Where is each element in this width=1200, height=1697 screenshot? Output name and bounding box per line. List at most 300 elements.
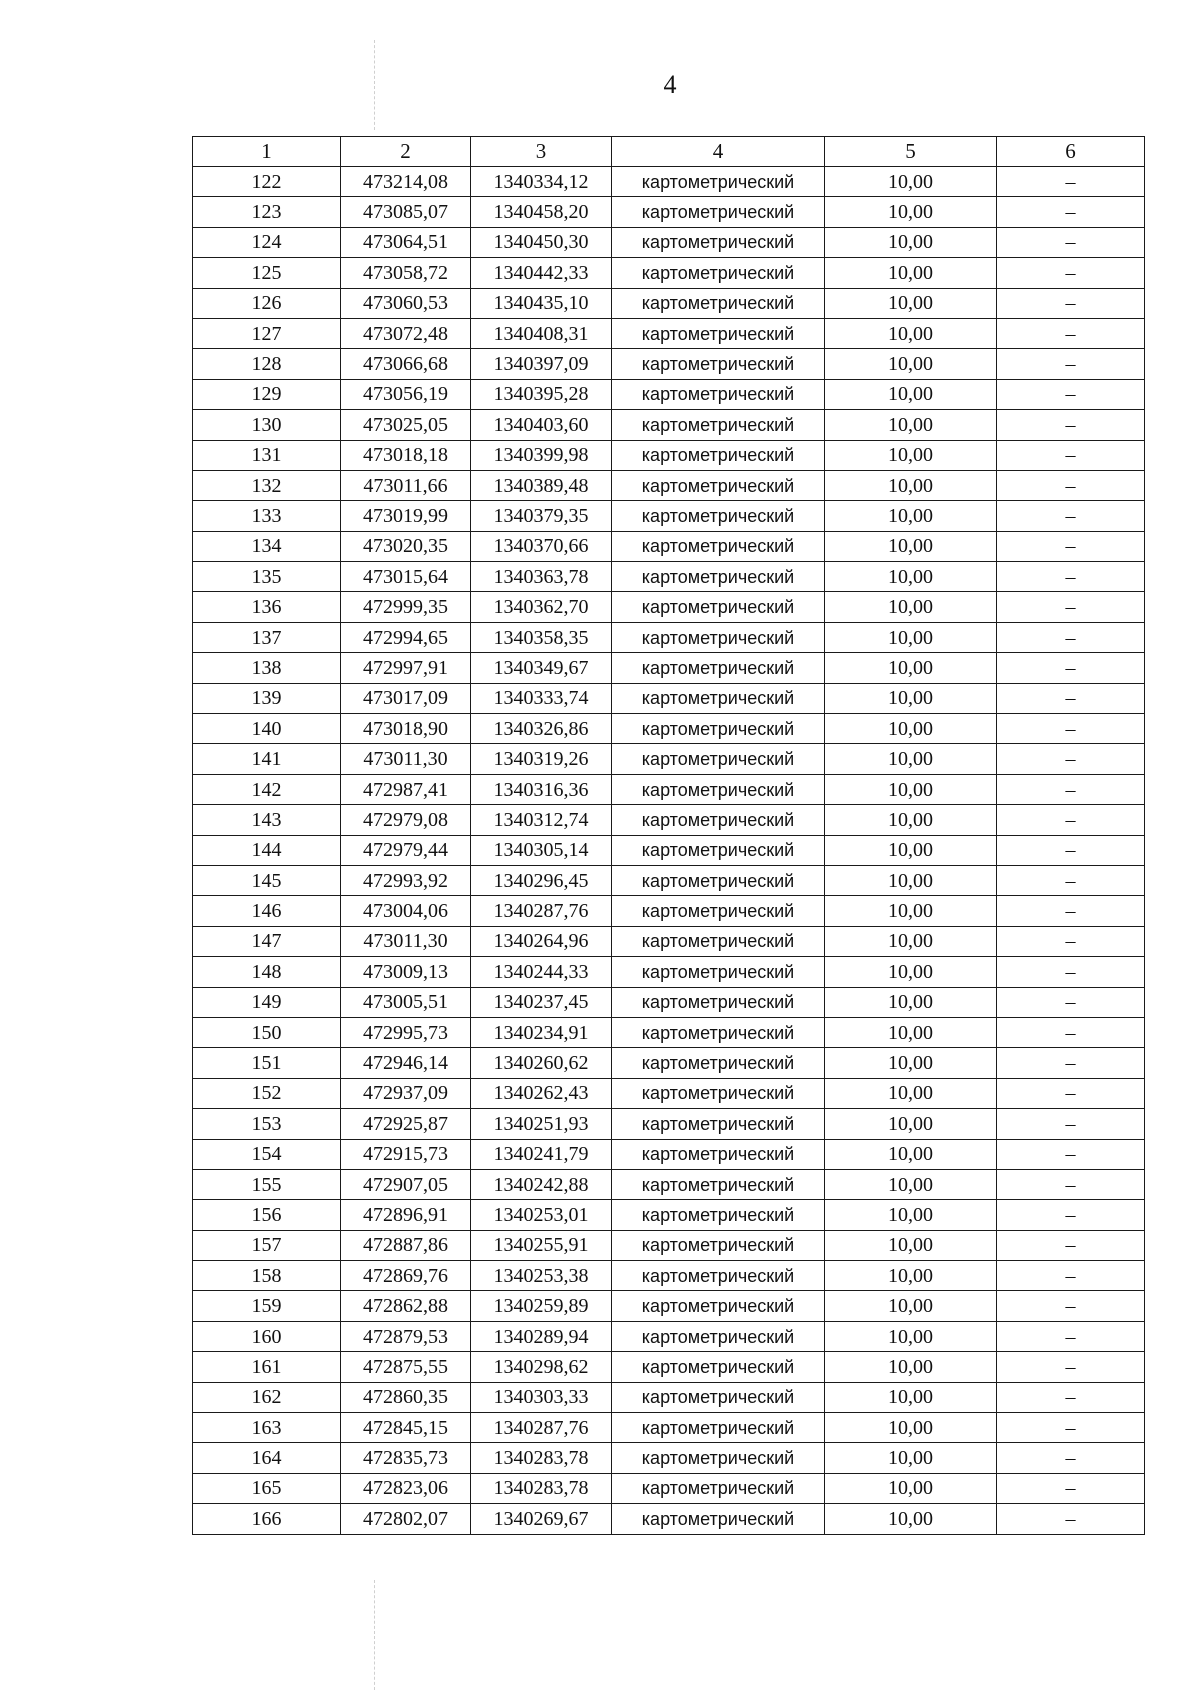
table-row [193, 288, 1145, 318]
table-row [193, 896, 1145, 926]
note-cell: – [997, 1413, 1145, 1443]
table-row [193, 1473, 1145, 1503]
method-cell: картометрический [612, 1473, 825, 1503]
y-coordinate-cell: 1340319,26 [471, 744, 612, 774]
x-coordinate-cell: 473020,35 [341, 531, 471, 561]
point-number-cell: 154 [193, 1139, 341, 1169]
point-number-cell: 125 [193, 258, 341, 288]
x-coordinate-cell: 473072,48 [341, 318, 471, 348]
point-number-cell: 146 [193, 896, 341, 926]
table-row [193, 1017, 1145, 1047]
note-cell: – [997, 197, 1145, 227]
table-row [193, 1352, 1145, 1382]
point-number-cell: 158 [193, 1261, 341, 1291]
accuracy-cell: 10,00 [825, 1048, 997, 1078]
method-cell: картометрический [612, 714, 825, 744]
accuracy-cell: 10,00 [825, 1443, 997, 1473]
note-cell: – [997, 1261, 1145, 1291]
point-number-cell: 140 [193, 714, 341, 744]
table-row [193, 1504, 1145, 1534]
note-cell: – [997, 683, 1145, 713]
table-row [193, 805, 1145, 835]
y-coordinate-cell: 1340241,79 [471, 1139, 612, 1169]
y-coordinate-cell: 1340244,33 [471, 957, 612, 987]
x-coordinate-cell: 472879,53 [341, 1321, 471, 1351]
point-number-cell: 161 [193, 1352, 341, 1382]
page-number: 4 [663, 70, 677, 99]
y-coordinate-cell: 1340303,33 [471, 1382, 612, 1412]
method-cell: картометрический [612, 470, 825, 500]
table-row [193, 1291, 1145, 1321]
column-header-4: 4 [612, 137, 825, 167]
coordinates-table [192, 136, 1145, 1535]
method-cell: картометрический [612, 805, 825, 835]
note-cell: – [997, 288, 1145, 318]
table-row [193, 501, 1145, 531]
table-row [193, 592, 1145, 622]
y-coordinate-cell: 1340358,35 [471, 622, 612, 652]
method-cell: картометрический [612, 1352, 825, 1382]
note-cell: – [997, 1230, 1145, 1260]
method-cell: картометрический [612, 622, 825, 652]
point-number-cell: 136 [193, 592, 341, 622]
method-cell: картометрический [612, 1048, 825, 1078]
note-cell: – [997, 410, 1145, 440]
table-row [193, 683, 1145, 713]
method-cell: картометрический [612, 349, 825, 379]
y-coordinate-cell: 1340253,38 [471, 1261, 612, 1291]
note-cell: – [997, 774, 1145, 804]
note-cell: – [997, 1382, 1145, 1412]
point-number-cell: 139 [193, 683, 341, 713]
point-number-cell: 151 [193, 1048, 341, 1078]
y-coordinate-cell: 1340260,62 [471, 1048, 612, 1078]
accuracy-cell: 10,00 [825, 562, 997, 592]
accuracy-cell: 10,00 [825, 1413, 997, 1443]
point-number-cell: 143 [193, 805, 341, 835]
y-coordinate-cell: 1340349,67 [471, 653, 612, 683]
point-number-cell: 144 [193, 835, 341, 865]
table-row [193, 531, 1145, 561]
table-row [193, 1078, 1145, 1108]
y-coordinate-cell: 1340316,36 [471, 774, 612, 804]
point-number-cell: 157 [193, 1230, 341, 1260]
point-number-cell: 135 [193, 562, 341, 592]
column-header-2: 2 [341, 137, 471, 167]
x-coordinate-cell: 472915,73 [341, 1139, 471, 1169]
x-coordinate-cell: 472835,73 [341, 1443, 471, 1473]
column-header-6: 6 [997, 137, 1145, 167]
accuracy-cell: 10,00 [825, 288, 997, 318]
x-coordinate-cell: 473004,06 [341, 896, 471, 926]
header-row [193, 137, 1145, 167]
y-coordinate-cell: 1340298,62 [471, 1352, 612, 1382]
accuracy-cell: 10,00 [825, 1109, 997, 1139]
point-number-cell: 130 [193, 410, 341, 440]
table-row [193, 1230, 1145, 1260]
table-row [193, 167, 1145, 197]
accuracy-cell: 10,00 [825, 1261, 997, 1291]
method-cell: картометрический [612, 531, 825, 561]
point-number-cell: 148 [193, 957, 341, 987]
x-coordinate-cell: 472987,41 [341, 774, 471, 804]
x-coordinate-cell: 473085,07 [341, 197, 471, 227]
table-row [193, 1200, 1145, 1230]
x-coordinate-cell: 473064,51 [341, 227, 471, 257]
note-cell: – [997, 835, 1145, 865]
table-row [193, 1139, 1145, 1169]
method-cell: картометрический [612, 744, 825, 774]
method-cell: картометрический [612, 774, 825, 804]
note-cell: – [997, 1109, 1145, 1139]
accuracy-cell: 10,00 [825, 349, 997, 379]
table-row [193, 744, 1145, 774]
y-coordinate-cell: 1340296,45 [471, 865, 612, 895]
accuracy-cell: 10,00 [825, 1382, 997, 1412]
accuracy-cell: 10,00 [825, 227, 997, 257]
y-coordinate-cell: 1340399,98 [471, 440, 612, 470]
note-cell: – [997, 470, 1145, 500]
y-coordinate-cell: 1340283,78 [471, 1473, 612, 1503]
x-coordinate-cell: 472875,55 [341, 1352, 471, 1382]
note-cell: – [997, 1078, 1145, 1108]
x-coordinate-cell: 473009,13 [341, 957, 471, 987]
method-cell: картометрический [612, 1078, 825, 1108]
table-row [193, 197, 1145, 227]
note-cell: – [997, 379, 1145, 409]
accuracy-cell: 10,00 [825, 531, 997, 561]
point-number-cell: 127 [193, 318, 341, 348]
y-coordinate-cell: 1340237,45 [471, 987, 612, 1017]
table-row [193, 258, 1145, 288]
accuracy-cell: 10,00 [825, 1321, 997, 1351]
x-coordinate-cell: 472993,92 [341, 865, 471, 895]
accuracy-cell: 10,00 [825, 167, 997, 197]
point-number-cell: 138 [193, 653, 341, 683]
method-cell: картометрический [612, 592, 825, 622]
scan-artifact-bottom [374, 1580, 375, 1690]
point-number-cell: 147 [193, 926, 341, 956]
method-cell: картометрический [612, 865, 825, 895]
accuracy-cell: 10,00 [825, 957, 997, 987]
point-number-cell: 163 [193, 1413, 341, 1443]
method-cell: картометрический [612, 957, 825, 987]
note-cell: – [997, 227, 1145, 257]
method-cell: картометрический [612, 1139, 825, 1169]
x-coordinate-cell: 472946,14 [341, 1048, 471, 1078]
point-number-cell: 150 [193, 1017, 341, 1047]
accuracy-cell: 10,00 [825, 805, 997, 835]
x-coordinate-cell: 472979,44 [341, 835, 471, 865]
y-coordinate-cell: 1340289,94 [471, 1321, 612, 1351]
accuracy-cell: 10,00 [825, 440, 997, 470]
y-coordinate-cell: 1340287,76 [471, 896, 612, 926]
point-number-cell: 129 [193, 379, 341, 409]
accuracy-cell: 10,00 [825, 1473, 997, 1503]
x-coordinate-cell: 472896,91 [341, 1200, 471, 1230]
note-cell: – [997, 714, 1145, 744]
x-coordinate-cell: 473011,66 [341, 470, 471, 500]
y-coordinate-cell: 1340305,14 [471, 835, 612, 865]
method-cell: картометрический [612, 288, 825, 318]
note-cell: – [997, 1321, 1145, 1351]
y-coordinate-cell: 1340312,74 [471, 805, 612, 835]
x-coordinate-cell: 472860,35 [341, 1382, 471, 1412]
note-cell: – [997, 501, 1145, 531]
x-coordinate-cell: 472994,65 [341, 622, 471, 652]
accuracy-cell: 10,00 [825, 592, 997, 622]
accuracy-cell: 10,00 [825, 926, 997, 956]
x-coordinate-cell: 473011,30 [341, 744, 471, 774]
note-cell: – [997, 1352, 1145, 1382]
accuracy-cell: 10,00 [825, 410, 997, 440]
y-coordinate-cell: 1340435,10 [471, 288, 612, 318]
table-row [193, 865, 1145, 895]
y-coordinate-cell: 1340379,35 [471, 501, 612, 531]
y-coordinate-cell: 1340370,66 [471, 531, 612, 561]
accuracy-cell: 10,00 [825, 318, 997, 348]
accuracy-cell: 10,00 [825, 1230, 997, 1260]
point-number-cell: 160 [193, 1321, 341, 1351]
note-cell: – [997, 440, 1145, 470]
accuracy-cell: 10,00 [825, 1139, 997, 1169]
note-cell: – [997, 258, 1145, 288]
y-coordinate-cell: 1340251,93 [471, 1109, 612, 1139]
note-cell: – [997, 349, 1145, 379]
point-number-cell: 166 [193, 1504, 341, 1534]
table-row [193, 440, 1145, 470]
accuracy-cell: 10,00 [825, 835, 997, 865]
accuracy-cell: 10,00 [825, 1017, 997, 1047]
method-cell: картометрический [612, 318, 825, 348]
accuracy-cell: 10,00 [825, 1078, 997, 1108]
x-coordinate-cell: 473056,19 [341, 379, 471, 409]
point-number-cell: 131 [193, 440, 341, 470]
note-cell: – [997, 926, 1145, 956]
y-coordinate-cell: 1340363,78 [471, 562, 612, 592]
table-row [193, 714, 1145, 744]
y-coordinate-cell: 1340259,89 [471, 1291, 612, 1321]
point-number-cell: 124 [193, 227, 341, 257]
note-cell: – [997, 957, 1145, 987]
x-coordinate-cell: 472937,09 [341, 1078, 471, 1108]
x-coordinate-cell: 473011,30 [341, 926, 471, 956]
method-cell: картометрический [612, 562, 825, 592]
method-cell: картометрический [612, 1382, 825, 1412]
x-coordinate-cell: 473066,68 [341, 349, 471, 379]
accuracy-cell: 10,00 [825, 1291, 997, 1321]
table-row [193, 1443, 1145, 1473]
table-header [193, 137, 1145, 167]
point-number-cell: 149 [193, 987, 341, 1017]
x-coordinate-cell: 473060,53 [341, 288, 471, 318]
accuracy-cell: 10,00 [825, 987, 997, 1017]
method-cell: картометрический [612, 167, 825, 197]
y-coordinate-cell: 1340269,67 [471, 1504, 612, 1534]
method-cell: картометрический [612, 1109, 825, 1139]
note-cell: – [997, 1504, 1145, 1534]
point-number-cell: 132 [193, 470, 341, 500]
y-coordinate-cell: 1340397,09 [471, 349, 612, 379]
point-number-cell: 134 [193, 531, 341, 561]
table-row [193, 1321, 1145, 1351]
accuracy-cell: 10,00 [825, 1352, 997, 1382]
accuracy-cell: 10,00 [825, 622, 997, 652]
y-coordinate-cell: 1340333,74 [471, 683, 612, 713]
point-number-cell: 137 [193, 622, 341, 652]
table-row [193, 987, 1145, 1017]
method-cell: картометрический [612, 1504, 825, 1534]
note-cell: – [997, 1017, 1145, 1047]
note-cell: – [997, 167, 1145, 197]
method-cell: картометрический [612, 1443, 825, 1473]
x-coordinate-cell: 472997,91 [341, 653, 471, 683]
point-number-cell: 133 [193, 501, 341, 531]
note-cell: – [997, 1048, 1145, 1078]
x-coordinate-cell: 472925,87 [341, 1109, 471, 1139]
accuracy-cell: 10,00 [825, 501, 997, 531]
point-number-cell: 128 [193, 349, 341, 379]
accuracy-cell: 10,00 [825, 379, 997, 409]
method-cell: картометрический [612, 926, 825, 956]
y-coordinate-cell: 1340389,48 [471, 470, 612, 500]
method-cell: картометрический [612, 440, 825, 470]
x-coordinate-cell: 472999,35 [341, 592, 471, 622]
x-coordinate-cell: 473214,08 [341, 167, 471, 197]
table-row [193, 1109, 1145, 1139]
table-row [193, 1169, 1145, 1199]
note-cell: – [997, 1139, 1145, 1169]
method-cell: картометрический [612, 835, 825, 865]
table-row [193, 1261, 1145, 1291]
y-coordinate-cell: 1340458,20 [471, 197, 612, 227]
method-cell: картометрический [612, 1261, 825, 1291]
table-body [193, 167, 1145, 1535]
x-coordinate-cell: 472862,88 [341, 1291, 471, 1321]
x-coordinate-cell: 472823,06 [341, 1473, 471, 1503]
table-row [193, 957, 1145, 987]
y-coordinate-cell: 1340326,86 [471, 714, 612, 744]
y-coordinate-cell: 1340450,30 [471, 227, 612, 257]
y-coordinate-cell: 1340242,88 [471, 1169, 612, 1199]
y-coordinate-cell: 1340287,76 [471, 1413, 612, 1443]
accuracy-cell: 10,00 [825, 744, 997, 774]
y-coordinate-cell: 1340255,91 [471, 1230, 612, 1260]
y-coordinate-cell: 1340283,78 [471, 1443, 612, 1473]
point-number-cell: 165 [193, 1473, 341, 1503]
note-cell: – [997, 744, 1145, 774]
y-coordinate-cell: 1340253,01 [471, 1200, 612, 1230]
point-number-cell: 159 [193, 1291, 341, 1321]
method-cell: картометрический [612, 379, 825, 409]
table-row [193, 379, 1145, 409]
x-coordinate-cell: 472869,76 [341, 1261, 471, 1291]
note-cell: – [997, 1200, 1145, 1230]
x-coordinate-cell: 472845,15 [341, 1413, 471, 1443]
y-coordinate-cell: 1340403,60 [471, 410, 612, 440]
note-cell: – [997, 987, 1145, 1017]
point-number-cell: 162 [193, 1382, 341, 1412]
method-cell: картометрический [612, 1230, 825, 1260]
accuracy-cell: 10,00 [825, 1169, 997, 1199]
method-cell: картометрический [612, 410, 825, 440]
note-cell: – [997, 318, 1145, 348]
table-row [193, 1413, 1145, 1443]
method-cell: картометрический [612, 1291, 825, 1321]
method-cell: картометрический [612, 501, 825, 531]
point-number-cell: 142 [193, 774, 341, 804]
method-cell: картометрический [612, 258, 825, 288]
point-number-cell: 156 [193, 1200, 341, 1230]
x-coordinate-cell: 472979,08 [341, 805, 471, 835]
method-cell: картометрический [612, 1017, 825, 1047]
coordinates-table-container [192, 136, 1144, 1535]
note-cell: – [997, 622, 1145, 652]
point-number-cell: 152 [193, 1078, 341, 1108]
point-number-cell: 155 [193, 1169, 341, 1199]
table-row [193, 410, 1145, 440]
y-coordinate-cell: 1340234,91 [471, 1017, 612, 1047]
point-number-cell: 153 [193, 1109, 341, 1139]
x-coordinate-cell: 473005,51 [341, 987, 471, 1017]
point-number-cell: 123 [193, 197, 341, 227]
table-row [193, 318, 1145, 348]
method-cell: картометрический [612, 653, 825, 683]
accuracy-cell: 10,00 [825, 865, 997, 895]
x-coordinate-cell: 473017,09 [341, 683, 471, 713]
y-coordinate-cell: 1340264,96 [471, 926, 612, 956]
note-cell: – [997, 562, 1145, 592]
method-cell: картометрический [612, 896, 825, 926]
note-cell: – [997, 1473, 1145, 1503]
x-coordinate-cell: 473025,05 [341, 410, 471, 440]
table-row [193, 1048, 1145, 1078]
accuracy-cell: 10,00 [825, 653, 997, 683]
table-row [193, 1382, 1145, 1412]
x-coordinate-cell: 472887,86 [341, 1230, 471, 1260]
note-cell: – [997, 592, 1145, 622]
note-cell: – [997, 1169, 1145, 1199]
method-cell: картометрический [612, 987, 825, 1017]
x-coordinate-cell: 473018,90 [341, 714, 471, 744]
note-cell: – [997, 1291, 1145, 1321]
accuracy-cell: 10,00 [825, 258, 997, 288]
y-coordinate-cell: 1340262,43 [471, 1078, 612, 1108]
table-row [193, 349, 1145, 379]
x-coordinate-cell: 473015,64 [341, 562, 471, 592]
table-row [193, 622, 1145, 652]
y-coordinate-cell: 1340395,28 [471, 379, 612, 409]
method-cell: картометрический [612, 1200, 825, 1230]
x-coordinate-cell: 472907,05 [341, 1169, 471, 1199]
table-row [193, 926, 1145, 956]
note-cell: – [997, 896, 1145, 926]
x-coordinate-cell: 472802,07 [341, 1504, 471, 1534]
point-number-cell: 164 [193, 1443, 341, 1473]
note-cell: – [997, 1443, 1145, 1473]
accuracy-cell: 10,00 [825, 896, 997, 926]
accuracy-cell: 10,00 [825, 774, 997, 804]
column-header-3: 3 [471, 137, 612, 167]
point-number-cell: 141 [193, 744, 341, 774]
accuracy-cell: 10,00 [825, 683, 997, 713]
x-coordinate-cell: 472995,73 [341, 1017, 471, 1047]
method-cell: картометрический [612, 197, 825, 227]
note-cell: – [997, 531, 1145, 561]
table-row [193, 835, 1145, 865]
note-cell: – [997, 653, 1145, 683]
note-cell: – [997, 865, 1145, 895]
